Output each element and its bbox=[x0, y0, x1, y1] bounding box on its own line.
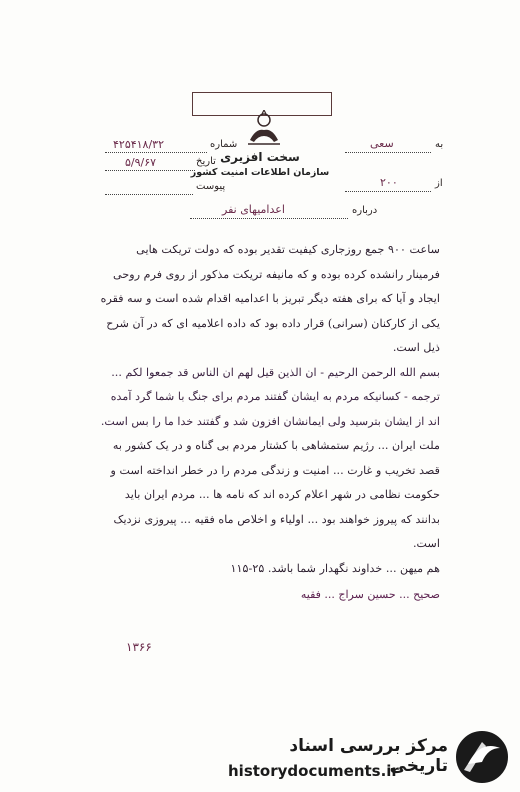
number-value: ۴۲۵۴۱۸/۳۲ bbox=[113, 138, 164, 151]
footer-url[interactable]: historydocuments.ir bbox=[228, 762, 399, 780]
history-documents-logo-icon bbox=[452, 728, 510, 786]
letter-body bbox=[100, 238, 440, 605]
lion-and-sun-emblem-icon bbox=[240, 110, 288, 150]
letter-paragraph-5: هم میهن ... خداوند نگهدار شما باشد. ۲۵-۱۱۵ bbox=[230, 561, 440, 575]
to-label: به bbox=[435, 139, 444, 150]
to-value: سعی bbox=[370, 137, 394, 150]
organization-subtitle: سازمان اطلاعات امنیت کشور bbox=[190, 167, 330, 178]
from-line bbox=[345, 191, 431, 192]
date-line bbox=[105, 170, 195, 171]
attachment-line bbox=[105, 194, 193, 195]
about-line bbox=[190, 218, 348, 219]
letter-paragraph-1: ساعت ۹۰۰ جمع روزجاری کیفیت تقدیر بوده که دولت تریکت هایی فرمینار رانشده کرده بوده و که مانیفه تریکت مذکور از روی فرم روحی ایجاد و آیا که برای هفته دیگر تبریز با اعدامیه اقدام شده است و سه فقره یکی از کارکنان (سرانی) قرار داده بود که داده اعلامیه ای که در آن شرح ذیل است. bbox=[100, 243, 440, 354]
letter-paragraph-3: ترجمه - کسانیکه مردم به ایشان گفتند مردم برای جنگ با شما گرد آمده اند از ایشان بترسید ولی ایمانشان افزون شد و گفتند خدا ما را بس است. bbox=[100, 390, 440, 428]
letter-reference: صحیح ... حسین سراج ... فقیه bbox=[300, 588, 440, 601]
footer-title: مرکز بررسی اسناد تاریخی bbox=[289, 736, 448, 776]
number-label: شماره bbox=[210, 139, 238, 150]
letter-paragraph-2: بسم الله الرحمن الرحیم - ان الذین قیل لهم ان الناس قد جمعوا لکم ... bbox=[111, 365, 440, 379]
date-label: تاریخ bbox=[196, 156, 216, 167]
about-value: اعدامیهای نفر bbox=[222, 203, 285, 216]
number-line bbox=[105, 152, 207, 153]
document-number: ۱۳۶۶ bbox=[126, 640, 152, 654]
letter-paragraph-4: ملت ایران ... رژیم ستمشاهی با کشتار مردم بی گناه و در یک کشور به قصد تخریب و غارت ... امنیت و زندگی مردم را در خطر انداخته است و حکومت نظامی در شهر اعلام کرده اند که نامه ها ... مردم ایران باید بدانند که پیروز خواهند بود ... اولیاء و اخلاص ماه فقیه ... پیروزی نزدیک است. bbox=[110, 439, 440, 550]
organization-name: سخت افزیری bbox=[220, 150, 300, 164]
date-value: ۵/۹/۶۷ bbox=[125, 156, 157, 169]
about-label: درباره bbox=[352, 205, 378, 216]
attachment-label: پیوست bbox=[196, 181, 226, 192]
to-line bbox=[345, 152, 431, 153]
from-value: ۲۰۰ bbox=[380, 176, 398, 189]
from-label: از bbox=[435, 178, 443, 189]
